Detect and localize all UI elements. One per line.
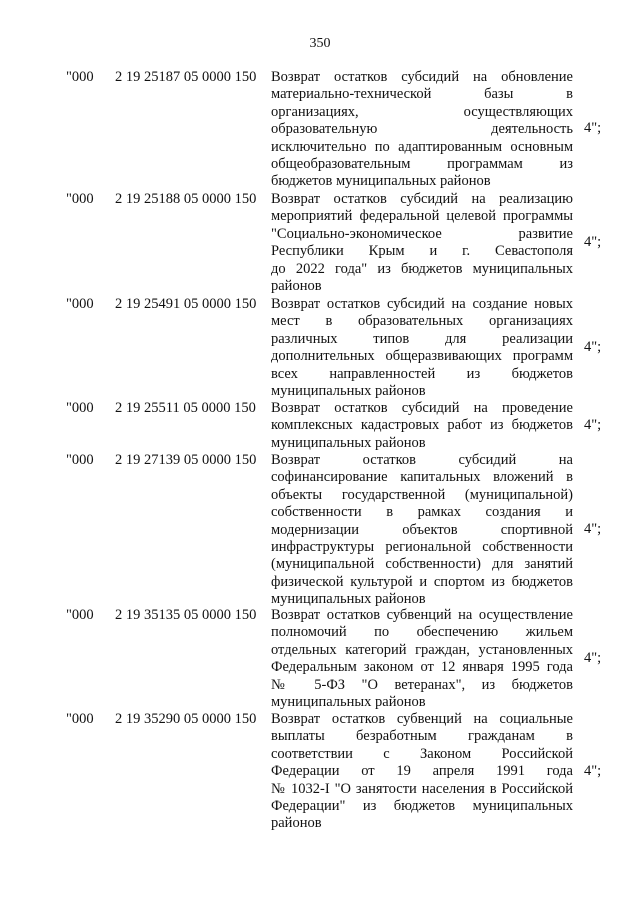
description-line: (муниципальной собственности) для занятий (271, 556, 573, 573)
admin-code: "000 (66, 607, 94, 623)
row-suffix: 4"; (584, 521, 602, 537)
description-line: софинансирование капитальных вложений в (271, 469, 573, 486)
admin-code: "000 (66, 296, 94, 312)
row-description (271, 400, 573, 452)
description-line: муниципальных районов (271, 591, 426, 608)
description-line: общеобразовательным программам из (271, 155, 573, 172)
row-description (271, 296, 573, 400)
description-line: № 1032-I "О занятости населения в Российской (271, 780, 573, 797)
description-line: Возврат остатков субсидий на (271, 452, 573, 468)
description-line: Возврат остатков субвенций на социальные (271, 711, 573, 727)
description-line: различных типов для реализации (271, 330, 573, 347)
description-line: Федерации от 19 апреля 1991 года (271, 763, 573, 780)
description-line: дополнительных общеразвивающих программ (271, 348, 573, 365)
row-suffix: 4"; (584, 650, 602, 666)
description-line: "Социально-экономическое развитие (271, 225, 573, 242)
description-line: Республики Крым и г. Севастополя (271, 243, 573, 260)
budget-classification-code: 2 19 25188 05 0000 150 (115, 191, 257, 207)
description-line: муниципальных районов (271, 382, 426, 399)
admin-code: "000 (66, 452, 94, 468)
budget-classification-code: 2 19 27139 05 0000 150 (115, 452, 257, 468)
description-line: мест в образовательных организациях (271, 313, 573, 330)
row-suffix: 4"; (584, 234, 602, 250)
description-line: до 2022 года" из бюджетов муниципальных (271, 260, 573, 277)
description-line: муниципальных районов (271, 434, 426, 451)
description-line: образовательную деятельность (271, 121, 573, 138)
description-line: объекты государственной (муниципальной) (271, 486, 573, 503)
description-line: собственности в рамках создания и (271, 504, 573, 521)
row-suffix: 4"; (584, 417, 602, 433)
row-suffix: 4"; (584, 339, 602, 355)
admin-code: "000 (66, 191, 94, 207)
description-line: модернизации объектов спортивной (271, 521, 573, 538)
budget-classification-code: 2 19 25187 05 0000 150 (115, 69, 257, 85)
row-suffix: 4"; (584, 763, 602, 779)
row-description (271, 452, 573, 609)
admin-code: "000 (66, 400, 94, 416)
description-line: районов (271, 815, 322, 832)
row-description (271, 191, 573, 295)
page-number: 350 (309, 36, 331, 51)
row-description (271, 69, 573, 191)
description-line: районов (271, 277, 322, 294)
description-line: всех направленностей из бюджетов (271, 365, 573, 382)
row-description (271, 607, 573, 711)
description-line: организациях, осуществляющих (271, 103, 573, 120)
description-line: комплексных кадастровых работ из бюджетов (271, 417, 573, 434)
description-line: Федеральным законом от 12 января 1995 года (271, 659, 573, 676)
description-line: № 5-ФЗ "О ветеранах", из бюджетов (271, 676, 573, 693)
budget-classification-code: 2 19 25491 05 0000 150 (115, 296, 257, 312)
description-line: Возврат остатков субсидий на реализацию (271, 191, 573, 207)
budget-classification-code: 2 19 35290 05 0000 150 (115, 711, 257, 727)
budget-classification-code: 2 19 35135 05 0000 150 (115, 607, 257, 623)
description-line: исключительно по адаптированным основным (271, 138, 573, 155)
description-line: материально-технической базы в (271, 86, 573, 103)
description-line: полномочий по обеспечению жильем (271, 624, 573, 641)
row-description (271, 711, 573, 833)
description-line: Возврат остатков субвенций на осуществление (271, 607, 573, 623)
admin-code: "000 (66, 69, 94, 85)
description-line: Федерации" из бюджетов муниципальных (271, 797, 573, 814)
description-line: бюджетов муниципальных районов (271, 173, 491, 190)
description-line: отдельных категорий граждан, установленных (271, 641, 573, 658)
description-line: Возврат остатков субсидий на создание новых (271, 296, 573, 312)
description-line: инфраструктуры региональной собственности (271, 538, 573, 555)
description-line: мероприятий федеральной целевой программы (271, 208, 573, 225)
description-line: муниципальных районов (271, 693, 426, 710)
description-line: Возврат остатков субсидий на обновление (271, 69, 573, 85)
row-suffix: 4"; (584, 120, 602, 136)
description-line: выплаты безработным гражданам в (271, 728, 573, 745)
description-line: физической культурой и спортом из бюджетов (271, 573, 573, 590)
budget-classification-code: 2 19 25511 05 0000 150 (115, 400, 256, 416)
description-line: соответствии с Законом Российской (271, 745, 573, 762)
description-line: Возврат остатков субсидий на проведение (271, 400, 573, 416)
admin-code: "000 (66, 711, 94, 727)
